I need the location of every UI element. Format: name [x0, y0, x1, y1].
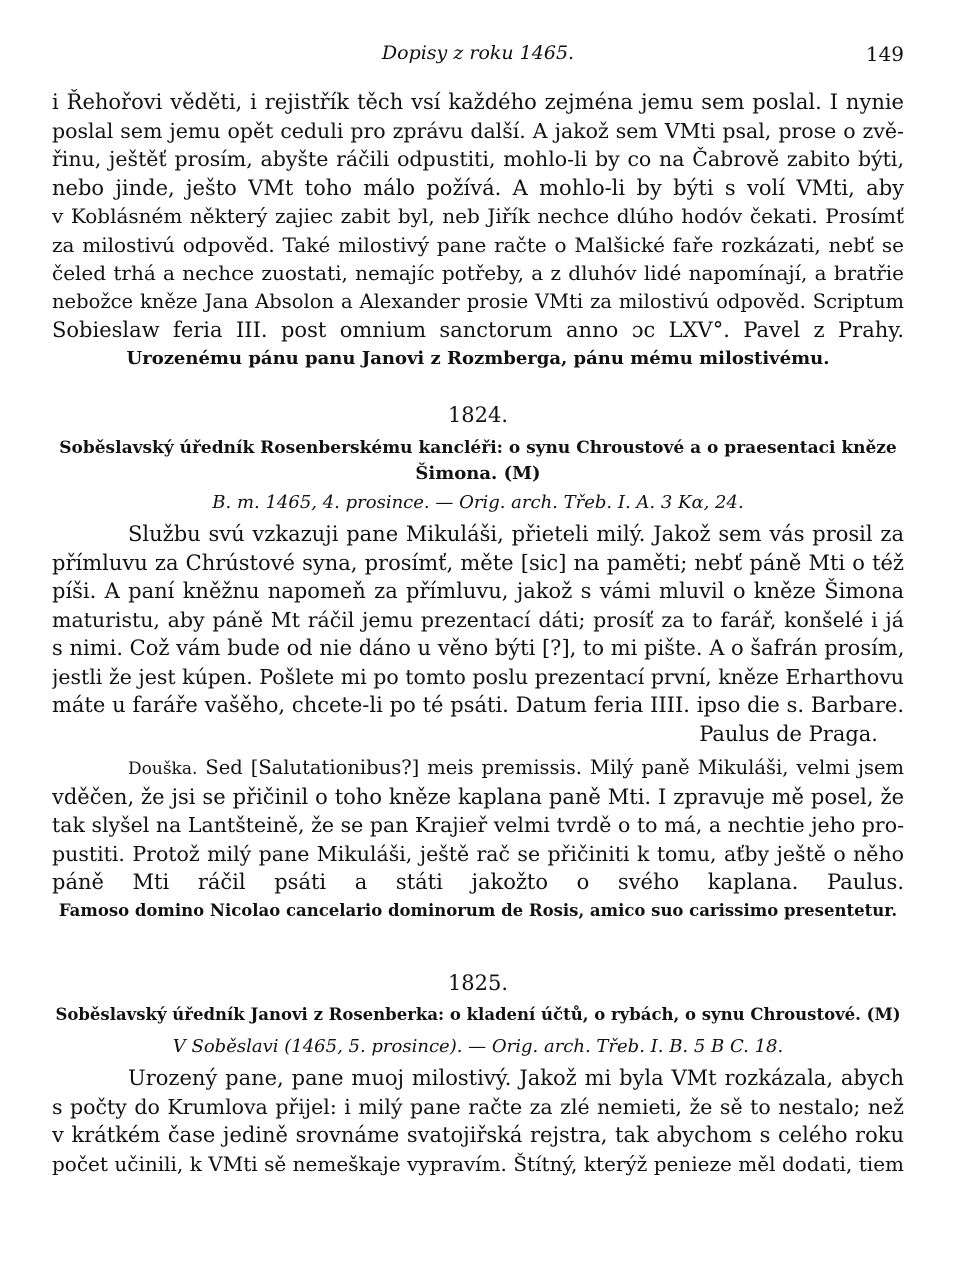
page-header: [52, 40, 904, 70]
page-number: 149: [865, 42, 904, 66]
text-line: píši. A paní kněžnu napomeň za přímluvu, jakož s vámi mluvil o kněze Šimona: [52, 579, 904, 603]
text-line: Službu svú vzkazuji pane Mikuláši, přieteli milý. Jakož sem vás prosil za: [128, 522, 904, 546]
book-page: [52, 0, 904, 1280]
text-line: i Řehořovi věděti, i rejistřík těch vsí každého zejména jemu sem poslal. I nynie: [52, 90, 904, 114]
document-1825: [52, 966, 904, 1178]
text-line: maturistu, aby páně Mt ráčil jemu prezentací dáti; prosíť za to farář, konšelé i já: [52, 607, 904, 632]
text-line: nebo jinde, ješto VMt toho málo požívá. A mohlo-li by býti s volí VMti, aby: [52, 175, 904, 200]
document-number: 1824.: [447, 403, 509, 427]
text-line: poslal sem jemu opět ceduli pro zprávu další. A jakož sem VMti psal, prose o zvě-: [52, 118, 904, 143]
letter-address: Urozenému pánu panu Janovi z Rozmberga, pánu mému milostivému.: [126, 347, 830, 369]
text-line: Urozený pane, pane muoj milostivý. Jakož mi byla VMt rozkázala, abych: [128, 1066, 904, 1090]
document-1824: [52, 398, 904, 925]
text-line: počet učinili, k VMti sě nemeškaje vypravím. Štítný, kterýž penieze měl dodati, tiem: [52, 1151, 904, 1176]
text-line: přímluvu za Chrústové syna, prosímť, měte [sic] na paměti; nebť páně Mti o též: [52, 550, 904, 575]
letter-continuation: [52, 88, 904, 373]
text-line: řinu, ještěť prosím, abyšte ráčili odpustiti, mohlo-li by co na Čabrově zabito býti,: [52, 147, 904, 171]
text-line: vděčen, že jsi se přičinil o toho kněze kaplana paně Mti. I zpravuje mě posel, že: [52, 784, 904, 809]
text-line: pustiti. Protož milý pane Mikuláši, ještě rač se přičiniti k tomu, aťby ještě o něho: [52, 841, 904, 866]
regest-line: Soběslavský úředník Janovi z Rosenberka: o kladení účtů, o rybách, o synu Chroustové. (M): [55, 1005, 901, 1024]
text-line: s nimi. Což vám bude od nie dáno u věno býti [?], to mi pište. A o šafrán prosím,: [52, 636, 904, 660]
text-line: tak slyšel na Lantšteině, že se pan Krajieř velmi tvrdě o to má, a nechtie jeho pro-: [52, 813, 904, 837]
letter-signature: Paulus de Praga.: [699, 721, 878, 746]
running-title: Dopisy z roku 1465.: [381, 42, 575, 64]
text-line: čeled trhá a nechce zuostati, nemajíc potřeby, a z dluhóv lidé napomínají, a bratřie: [52, 261, 904, 285]
text-line: nebožce kněze Jana Absolon a Alexander prosie VMti za milostivú odpověd. Scriptum: [52, 289, 904, 313]
text-line: v krátkém čase jedině srovnáme svatojiřská rejstra, tak abychom s celého roku: [52, 1123, 904, 1147]
document-number: 1825.: [447, 971, 509, 995]
postscript-text: Sed [Salutationibus?] meis premissis. Milý paně Mikuláši, velmi jsem: [205, 756, 904, 779]
text-line: máte u faráře vašěho, chcete-li po té psáti. Datum feria IIII. ipso die s. Barbare.: [52, 693, 904, 717]
text-line: v Koblásném některý zajiec zabit byl, neb Jiřík nechce dlúho hodóv čekati. Prosímť: [52, 204, 904, 228]
letter-address: Famoso domino Nicolao cancelario dominorum de Rosis, amico suo carissimo presentetur.: [58, 900, 898, 920]
postscript-first-line: [52, 754, 904, 783]
regest-line: Soběslavský úředník Rosenberskému kancléři: o synu Chroustové a o praesentaci kněze: [59, 438, 897, 458]
text-line: jestli že jest kúpen. Pošlete mi po tomto poslu prezentací první, kněze Erharthovu: [52, 664, 904, 689]
text-line: páně Mti ráčil psáti a státi jakožto o svého kaplana. Paulus.: [52, 870, 904, 894]
text-line: Sobieslaw feria III. post omnium sanctorum anno ɔc LXV°. Pavel z Prahy.: [52, 318, 904, 342]
regest-line: Šimona. (M): [415, 463, 541, 484]
postscript-label: Douška.: [128, 759, 198, 779]
text-line: s počty do Krumlova přijel: i milý pane račte za zlé nemieti, že sě to nestalo; než: [52, 1094, 904, 1119]
document-dating: V Soběslavi (1465, 5. prosince). — Orig. arch. Třeb. I. B. 5 B C. 18.: [172, 1036, 784, 1057]
text-line: za milostivú odpověd. Také milostivý pane račte o Malšické faře rozkázati, nebť se: [52, 232, 904, 257]
document-dating: B. m. 1465, 4. prosince. — Orig. arch. Třeb. I. A. 3 Kα, 24.: [212, 492, 744, 513]
